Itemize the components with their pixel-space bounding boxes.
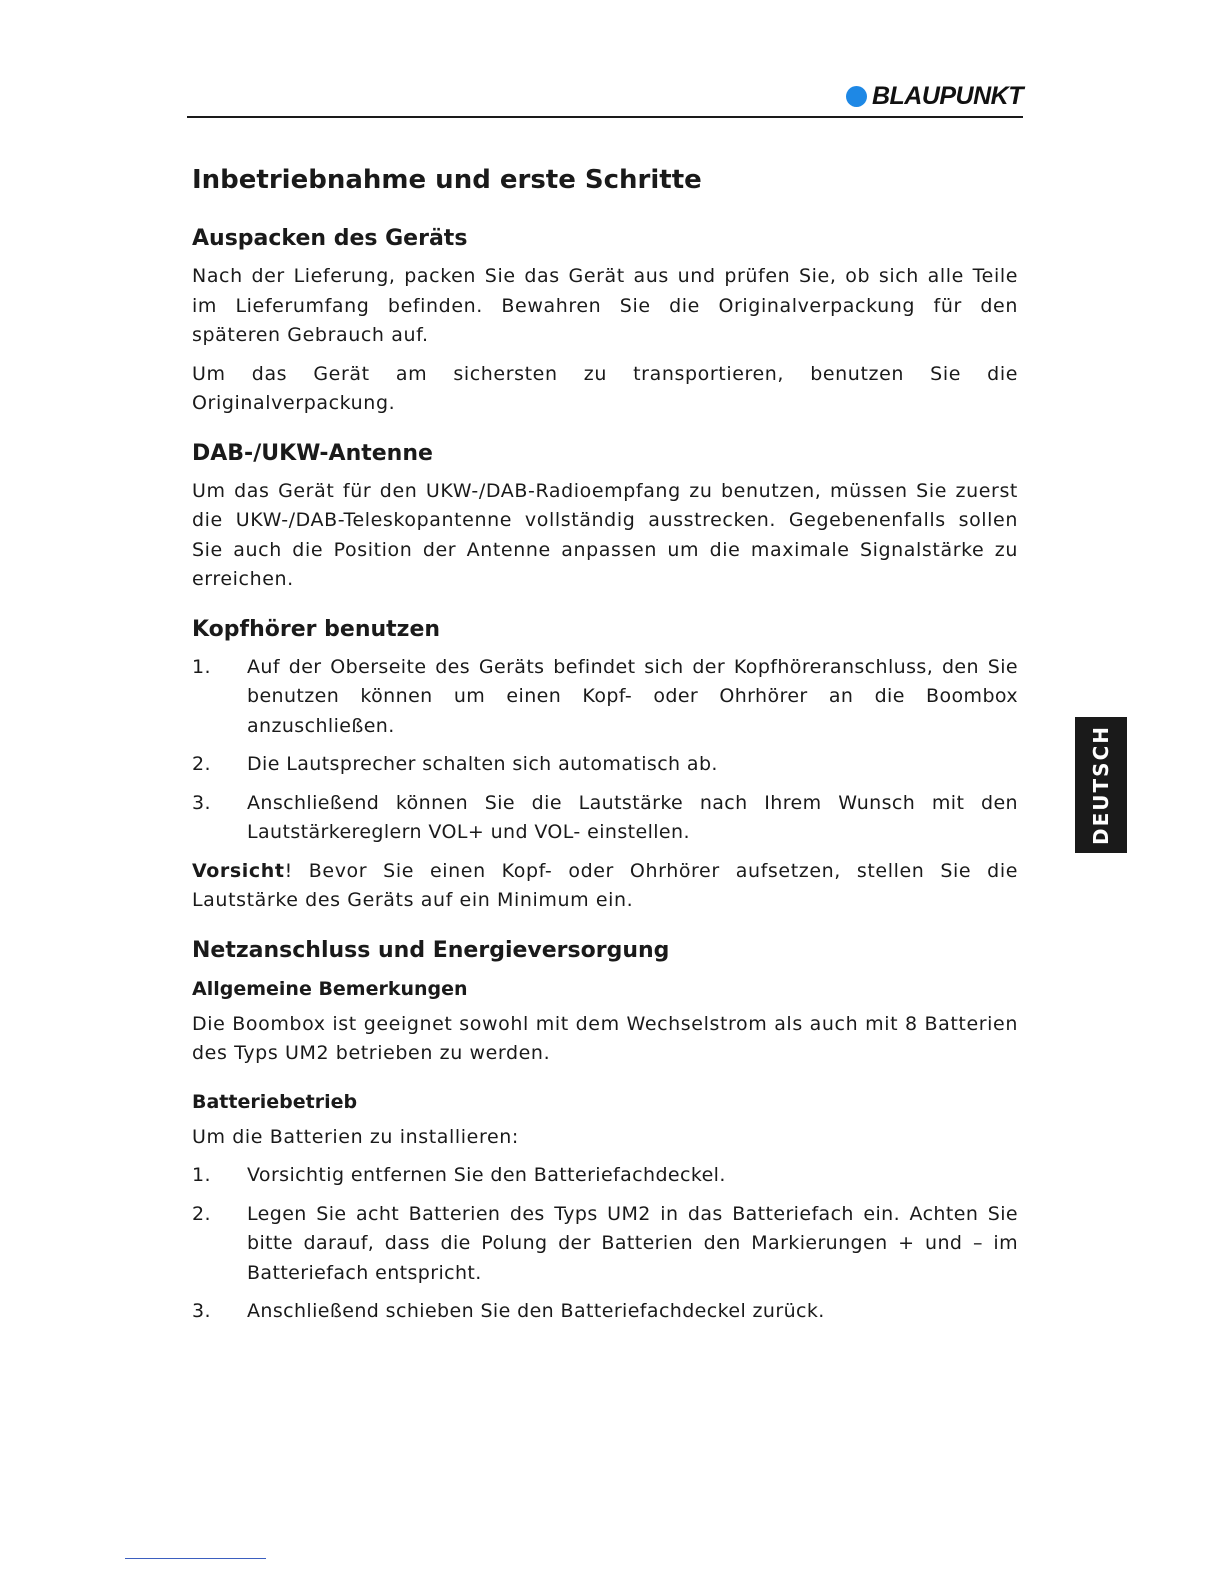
- list-number: 2.: [192, 1202, 211, 1225]
- section-netz: [192, 934, 1018, 1327]
- section-heading: Netzanschluss und Energieversorgung: [192, 937, 670, 963]
- list-number: 2.: [192, 753, 211, 775]
- page-content: [192, 160, 1018, 1345]
- list-item: [192, 653, 1018, 742]
- list-number: 1.: [192, 655, 211, 678]
- section-heading: Auspacken des Geräts: [192, 226, 468, 251]
- list-text: Legen Sie acht Batterien des Typs UM2 in das Batteriefach ein. Achten Sie bitte darauf, dass die Polung der Batterien den Markierungen + und – im Batteriefach entspricht.: [247, 1202, 1018, 1284]
- brand-name: BLAUPUNKT: [871, 82, 1023, 110]
- brand-logo: [846, 82, 1023, 111]
- list-item: [192, 750, 1018, 780]
- page-header: [187, 78, 1023, 118]
- footnote-divider: [125, 1558, 266, 1559]
- warning-text: ! Bevor Sie einen Kopf- oder Ohrhörer aufsetzen, stellen Sie die Lautstärke des Geräts auf ein Minimum ein.: [192, 859, 1018, 911]
- page-title: Inbetriebnahme und erste Schritte: [192, 165, 702, 195]
- section-heading: DAB-/UKW-Antenne: [192, 440, 433, 466]
- section-kopfhoerer: [192, 613, 1018, 916]
- section-auspacken: [192, 222, 1018, 419]
- list-number: 3.: [192, 1300, 211, 1322]
- list-number: 1.: [192, 1164, 211, 1186]
- list-item: [192, 1200, 1018, 1289]
- list-text: Anschließend können Sie die Lautstärke nach Ihrem Wunsch mit den Lautstärkereglern VOL+ und VOL- einstellen.: [247, 791, 1018, 843]
- list-item: [192, 1297, 1018, 1327]
- language-tab-label: DEUTSCH: [1089, 725, 1113, 845]
- subsection-heading: Batteriebetrieb: [192, 1090, 358, 1113]
- section-antenne: [192, 437, 1018, 595]
- warning-paragraph: [192, 857, 1018, 916]
- list-text: Die Lautsprecher schalten sich automatisch ab.: [247, 753, 718, 775]
- list-number: 3.: [192, 791, 211, 814]
- numbered-list: [192, 1161, 1018, 1327]
- list-text: Anschließend schieben Sie den Batteriefachdeckel zurück.: [247, 1300, 825, 1322]
- list-text: Vorsichtig entfernen Sie den Batteriefachdeckel.: [247, 1164, 726, 1186]
- paragraph: Nach der Lieferung, packen Sie das Gerät aus und prüfen Sie, ob sich alle Teile im Lieferumfang befinden. Bewahren Sie die Originalverpackung für den späteren Gebrauch auf.: [192, 265, 1018, 346]
- numbered-list: [192, 653, 1018, 848]
- paragraph: Um das Gerät am sichersten zu transportieren, benutzen Sie die Originalverpackung.: [192, 362, 1018, 414]
- language-tab: [1075, 717, 1127, 853]
- list-item: [192, 1161, 1018, 1191]
- list-text: Auf der Oberseite des Geräts befindet sich der Kopfhöreranschluss, den Sie benutzen können um einen Kopf- oder Ohrhörer an die Boombox anzuschließen.: [247, 655, 1018, 737]
- paragraph: Um die Batterien zu installieren:: [192, 1125, 519, 1148]
- paragraph: Die Boombox ist geeignet sowohl mit dem Wechselstrom als auch mit 8 Batterien des Typs UM2 betrieben zu werden.: [192, 1012, 1018, 1064]
- list-item: [192, 789, 1018, 848]
- warning-label: Vorsicht: [192, 859, 285, 882]
- subsection-heading: Allgemeine Bemerkungen: [192, 977, 468, 1000]
- brand-dot-icon: [846, 86, 867, 107]
- paragraph: Um das Gerät für den UKW-/DAB-Radioempfang zu benutzen, müssen Sie zuerst die UKW-/DAB-Teleskopantenne vollständig ausstrecken. Gegebenenfalls sollen Sie auch die Position der Antenne anpassen um die maximale Signalstärke zu erreichen.: [192, 479, 1018, 590]
- section-heading: Kopfhörer benutzen: [192, 616, 441, 642]
